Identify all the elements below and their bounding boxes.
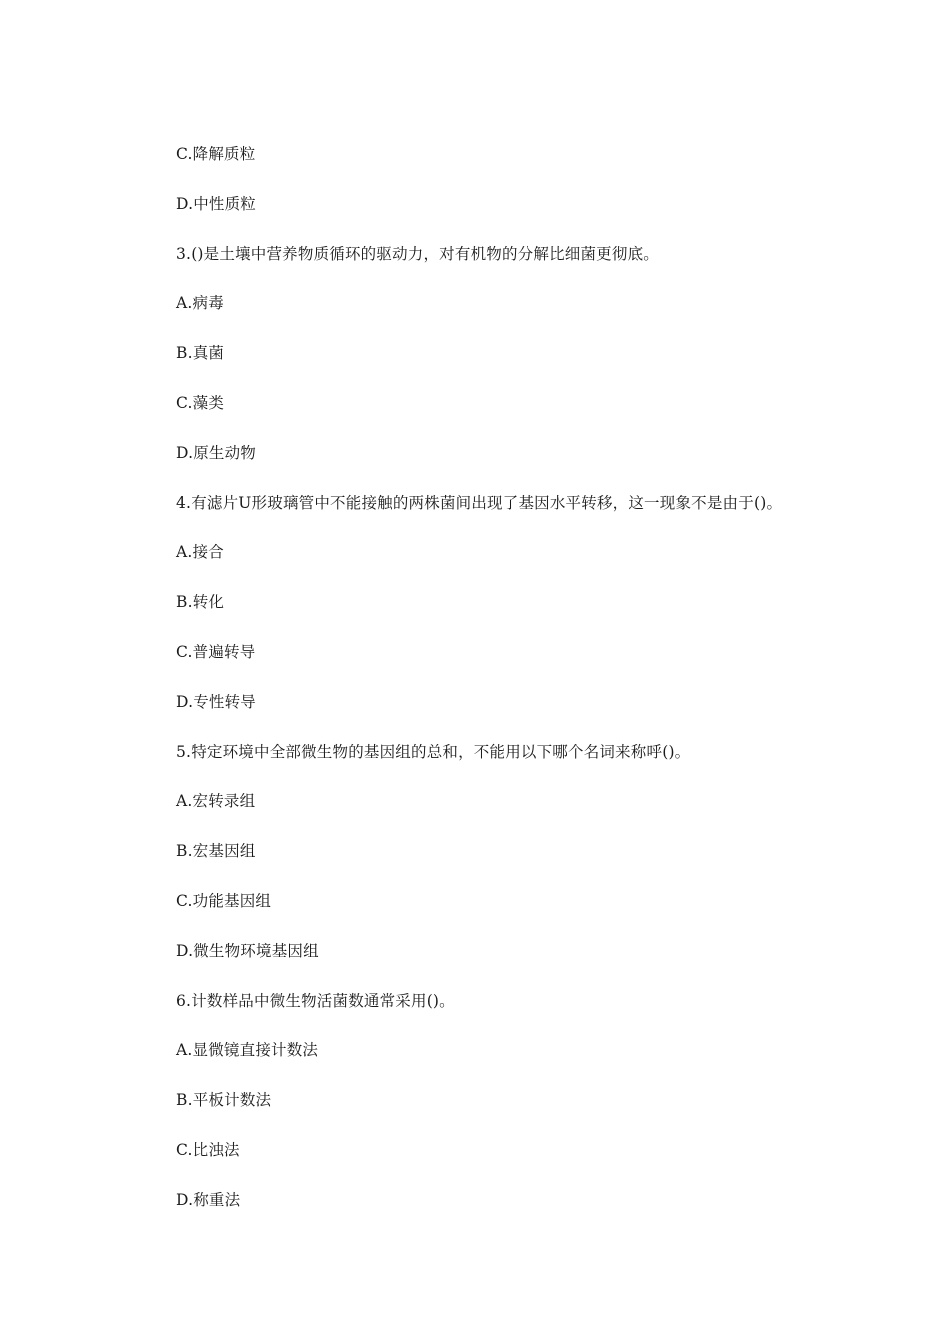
question-6-option-d: D.称重法 (176, 1190, 241, 1209)
question-list (176, 140, 856, 1236)
question-5: 5.特定环境中全部微生物的基因组的总和，不能用以下哪个名词来称呼()。 (176, 742, 691, 761)
question-4-option-a: A.接合 (176, 543, 224, 562)
question-3-option-d: D.原生动物 (176, 443, 257, 462)
question-5-option-d: D.微生物环境基因组 (176, 941, 319, 960)
question-5-option-c: C.功能基因组 (176, 891, 272, 910)
option-c-line: C.降解质粒 (176, 145, 256, 163)
question-4-option-b: B.转化 (176, 593, 225, 612)
question-3-option-b: B.真菌 (176, 344, 225, 363)
question-5-option-b: B.宏基因组 (176, 842, 256, 861)
question-5-option-a: A.宏转录组 (176, 792, 256, 811)
question-6-option-b: B.平板计数法 (176, 1091, 272, 1110)
question-6: 6.计数样品中微生物活菌数通常采用()。 (176, 991, 455, 1010)
question-6-option-c: C.比浊法 (176, 1140, 240, 1159)
option-d-line: D.中性质粒 (176, 194, 257, 213)
question-3-option-c: C.藻类 (176, 393, 225, 412)
question-3: 3.()是土壤中营养物质循环的驱动力，对有机物的分解比细菌更彻底。 (176, 244, 659, 263)
question-4-option-d: D.专性转导 (176, 692, 257, 711)
question-4: 4.有滤片U形玻璃管中不能接触的两株菌间出现了基因水平转移，这一现象不是由于()。 (176, 493, 783, 512)
question-3-option-a: A.病毒 (176, 294, 224, 313)
question-6-option-a: A.显微镜直接计数法 (176, 1041, 319, 1060)
question-4-option-c: C.普遍转导 (176, 642, 256, 661)
